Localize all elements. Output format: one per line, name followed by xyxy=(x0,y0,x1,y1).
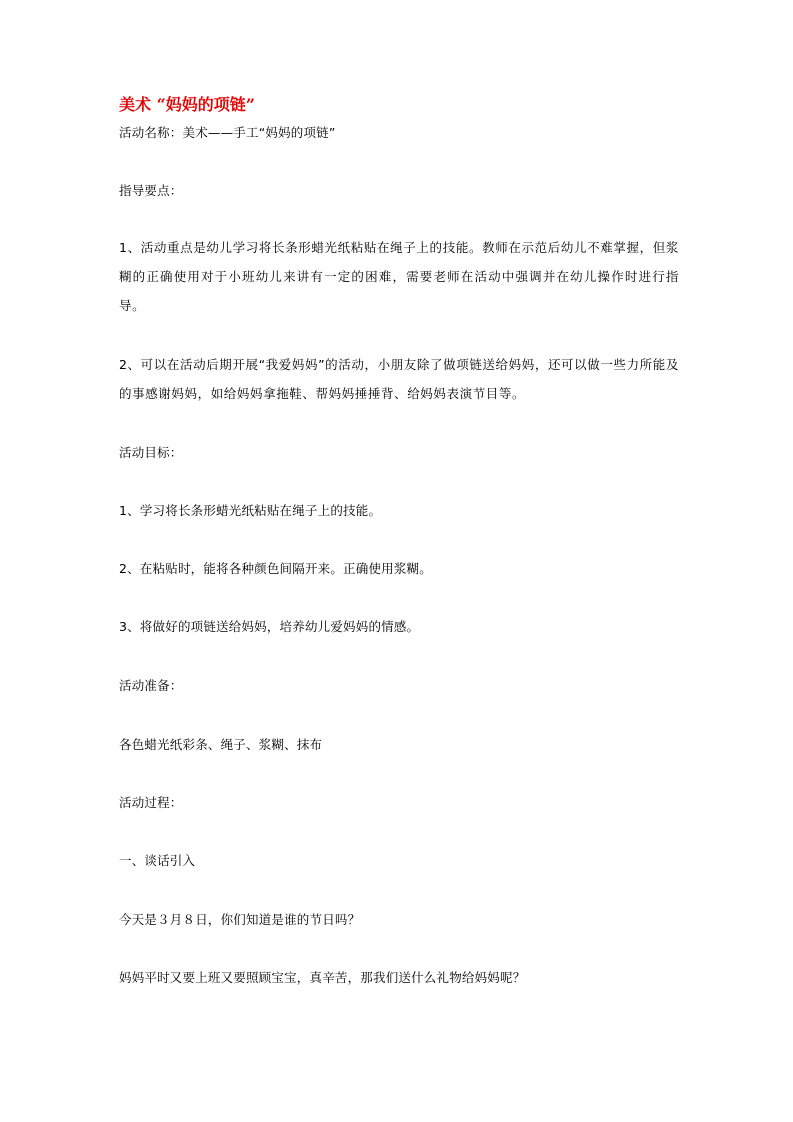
document-title: 美术 “妈妈的项链” xyxy=(119,95,255,114)
process-heading: 活动过程： xyxy=(119,795,183,810)
step-1-heading: 一、谈话引入 xyxy=(119,853,196,868)
activity-name: 活动名称：美术——手工“妈妈的项链” xyxy=(119,125,336,140)
step-1-question-2: 妈妈平时又要上班又要照顾宝宝，真辛苦，那我们送什么礼物给妈妈呢？ xyxy=(119,970,526,985)
guidance-paragraph-2: 2、可以在活动后期开展“我爱妈妈”的活动，小朋友除了做项链送给妈妈，还可以做一些力所能及的事感谢妈妈，如给妈妈拿拖鞋、帮妈妈捶捶背、给妈妈表演节目等。 xyxy=(119,357,679,401)
guidance-paragraph-1: 1、活动重点是幼儿学习将长条形蜡光纸粘贴在绳子上的技能。教师在示范后幼儿不难掌握，但浆糊的正确使用对于小班幼儿来讲有一定的困难，需要老师在活动中强调并在幼儿操作时进行指导。 xyxy=(119,240,679,313)
guidance-heading: 指导要点： xyxy=(119,183,183,198)
goals-heading: 活动目标： xyxy=(119,445,183,460)
goal-item-2: 2、在粘贴时，能将各种颜色间隔开来。正确使用浆糊。 xyxy=(119,561,432,576)
goal-item-1: 1、学习将长条形蜡光纸粘贴在绳子上的技能。 xyxy=(119,503,382,518)
step-1-question-1: 今天是３月８日，你们知道是谁的节日吗？ xyxy=(119,912,361,927)
prep-items: 各色蜡光纸彩条、绳子、浆糊、抹布 xyxy=(119,737,323,752)
goal-item-3: 3、将做好的项链送给妈妈，培养幼儿爱妈妈的情感。 xyxy=(119,619,420,634)
prep-heading: 活动准备： xyxy=(119,678,183,693)
